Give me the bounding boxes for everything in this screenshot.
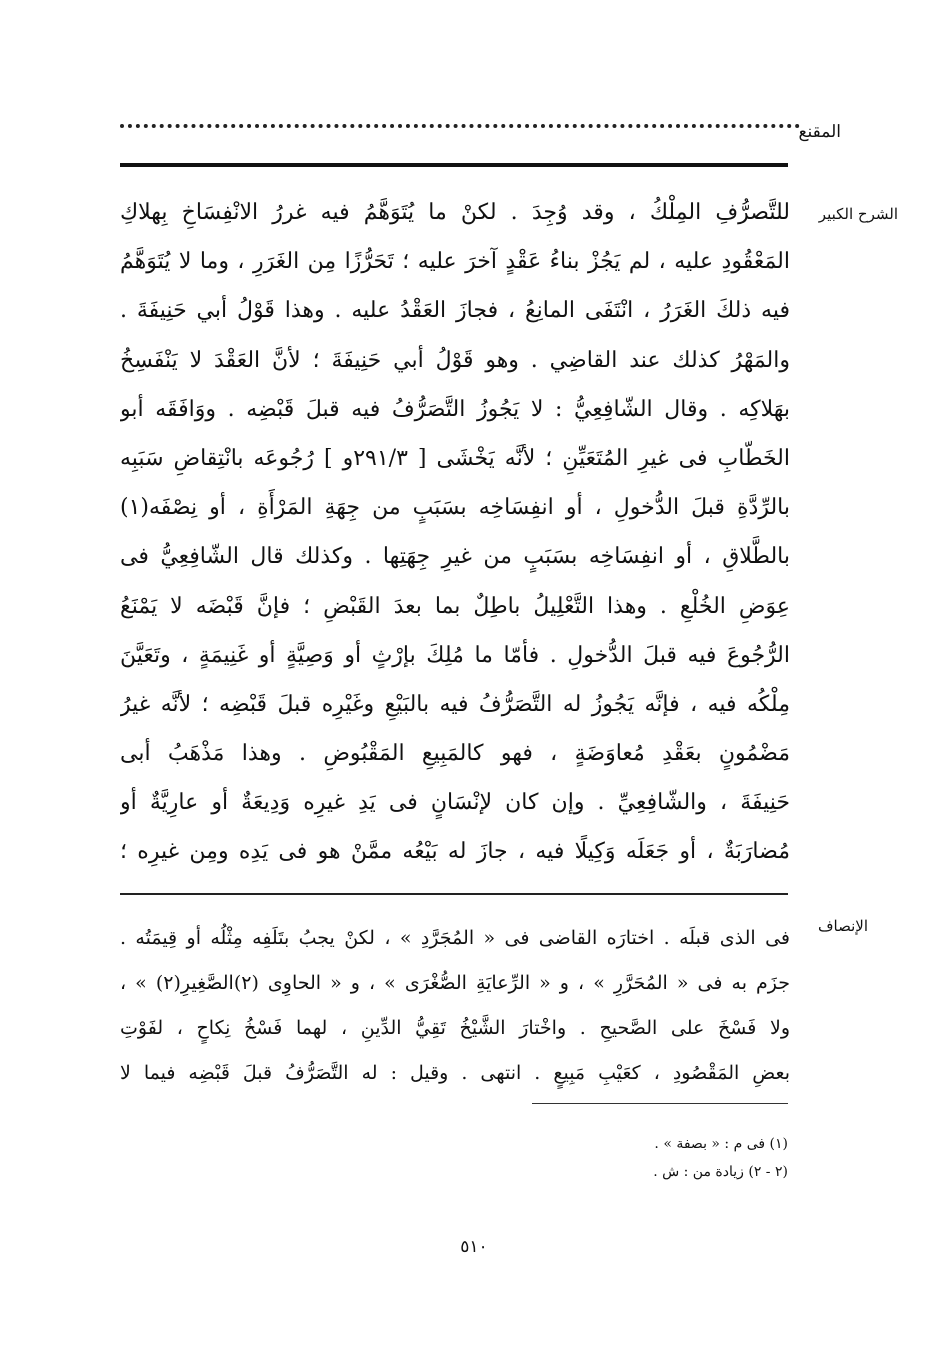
header-rule (120, 163, 788, 167)
main-text-line: حَنِيفَةَ ، والشّافِعِيِّ . وإن كان لإنْسَانٍ فى يَدِ غيرِه وَدِيعَةٌ أو عارِيَّةٌ أو (120, 790, 790, 816)
main-text-line: مَضْمُونٍ بعَقْدِ مُعاوَضَةٍ ، فهو كالمَبِيعِ المَقْبُوضِ . وهذا مَذْهَبُ أبى (120, 741, 790, 767)
main-section-label: الشرح الكبير (818, 205, 898, 223)
footnote: (١) فى م : « بصفة » . (654, 1136, 788, 1152)
insaf-text-line: فى الذى قبلَه . اختارَه القاضى فى « المُجَرَّدِ » ، لكنْ يجبُ بتَلَفِه مِثْلُه أو قِيمَتُه . (120, 927, 790, 949)
insaf-text-line: ولا فَسْخَ على الصَّحيحِ . واخْتارَ الشَّيْخُ تَقِيُّ الدِّينِ ، لهما فَسْخُ نِكاحٍ ، لفَوْتِ (120, 1017, 790, 1039)
footnote-separator (532, 1103, 788, 1104)
main-text-line: عِوَضِ الخُلْعِ . وهذا التَّعْلِيلُ باطِلٌ بما بعدَ القَبْضِ ؛ فإنَّ قَبْضَه لا يَمْنَعُ (120, 593, 790, 619)
insaf-text-line: بعضِ المَقْصُودِ ، كعَيْبِ مَبِيعٍ . انتهى . وقيل : له التَّصَرُّفُ قبلَ قَبْضِه فيما لا (120, 1062, 790, 1084)
insaf-text-block (120, 916, 790, 1096)
main-text-line: والمَهْرُ كذلك عند القاضِي . وهو قَوْلُ أبي حَنِيفَةَ ؛ لأنَّ العَقْدَ لا يَنْفَسِخُ (120, 347, 790, 373)
section-separator (120, 893, 788, 895)
insaf-text-line: جزَم به فى « المُحَرَّرِ » ، و « الرِّعايَةِ الصُّغْرَى » ، و « الحاوِى (٢)الصَّغِيرِ(٢) » ، (120, 972, 790, 994)
header-dotted-rule (120, 124, 800, 128)
main-text-line: بالرِّدَّةِ قبلَ الدُّخولِ ، أو انفِسَاخِه بسَبَبٍ من جِهَةِ المَرْأَةِ ، أو نِصْفَه(١) (120, 495, 790, 521)
insaf-section-label: الإنصاف (817, 917, 868, 935)
main-text-line: للتَّصرُّفِ المِلْكُ ، وقد وُجِدَ . لكنْ ما يُتَوَهَّمُ فيه غررُ الانْفِسَاخِ بِهلاكِ (120, 200, 790, 225)
main-text-line: بالطَّلاقِ ، أو انفِسَاخِه بسَبَبٍ من غيرِ جِهَتِها . وكذلك قال الشّافِعِيُّ فى (120, 544, 790, 570)
page-number: ٥١٠ (460, 1237, 488, 1257)
main-text-block (120, 188, 790, 877)
main-text-line: الرُّجُوعَ فيه قبلَ الدُّخولِ . فأمّا ما مُلِكَ بإرْثٍ أو وَصِيَّةٍ أو غَنِيمَةٍ ، وتَعَيَّنَ (120, 642, 790, 668)
book-title: المقنع (798, 122, 841, 142)
main-text-line: المَعْقُودِ عليه ، لم يَجُزْ بناءُ عَقْدٍ آخرَ عليه ؛ تَحَرُّزًا مِن الغَرَرِ ، وما لا يُتَوَهَّمُ (120, 249, 790, 275)
main-text-line: مُضارَبَةٌ ، أو جَعَلَه وَكِيلًا فيه ، جازَ له بَيْعُه ممَّنْ هو فى يَدِه ومِن غيرِه ؛ (120, 839, 790, 865)
main-text-line: فيه ذلكَ الغَرَرُ ، انْتَفَى المانِعُ ، فجازَ العَقْدُ عليه . وهذا قَوْلُ أبي حَنِيفَةَ . (120, 298, 790, 324)
footnotes (653, 1130, 788, 1186)
footnote: (٢ - ٢) زيادة من : ش . (653, 1164, 788, 1180)
main-text-line: الخَطّابِ فى غيرِ المُتَعَيِّنِ ؛ لأنَّه يَخْشَى [ ٢٩١/٣و ] رُجُوعَه بانْتِقاضِ سَبَبِه (120, 445, 790, 471)
main-text-line: بهَلاكِه . وقال الشّافِعِيُّ : لا يَجُوزُ التَّصَرُّفُ فيه قبلَ قَبْضِه . ووَافَقَه أبو (120, 396, 790, 422)
main-text-line: مِلْكُه فيه ، فإنَّه يَجُوزُ له التَّصَرُّفُ فيه بالبَيْعِ وغَيْرِه قبلَ قَبْضِه ؛ لأنَّه غيرُ (120, 691, 790, 717)
